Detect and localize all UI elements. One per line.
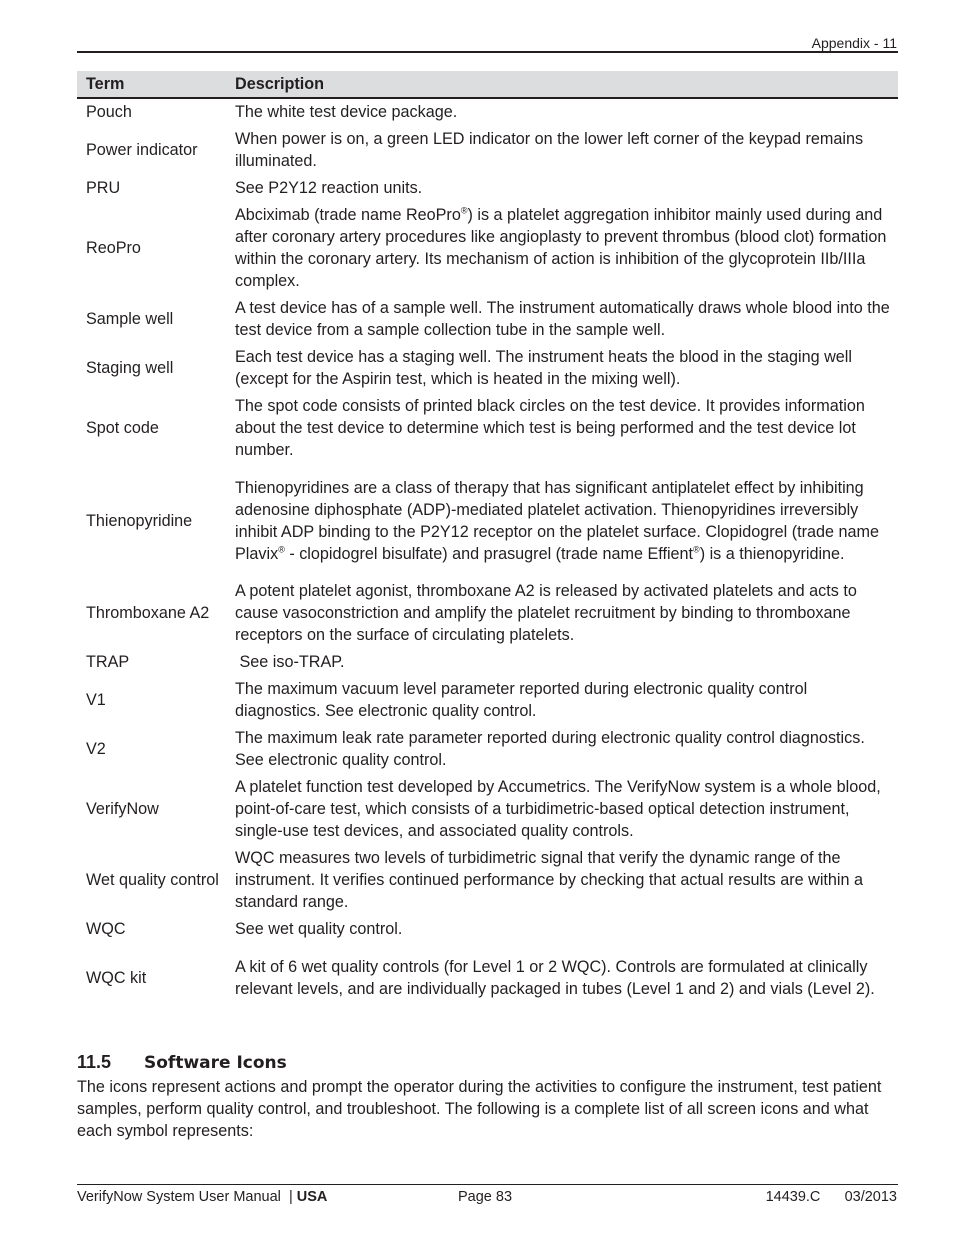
table-row	[77, 943, 898, 1013]
description-cell: WQC measures two levels of turbidimetric signal that verify the dynamic range of the instrument. It verifies continued performance by checking that actual results are within a standard range.	[235, 849, 864, 911]
term-cell: Sample well	[86, 310, 174, 328]
term-cell: Thienopyridine	[86, 511, 193, 530]
table-row	[77, 202, 898, 295]
term-cell: Thromboxane A2	[86, 604, 210, 622]
description-cell: The maximum leak rate parameter reported during electronic quality control diagnostics. See electronic quality control.	[235, 729, 865, 769]
section-intro-paragraph: The icons represent actions and prompt the operator during the activities to configure the instrument, test patient samples, perform quality control, and troubleshoot. The following is a complete list of all screen icons and what each symbol represents:	[77, 1078, 882, 1140]
term-cell: PRU	[86, 179, 121, 197]
footer-region: USA	[296, 1189, 328, 1205]
table-row	[77, 126, 898, 175]
table-header-row	[77, 71, 898, 98]
footer-manual-title	[77, 1189, 327, 1205]
term-cell: Power indicator	[86, 141, 198, 159]
description-cell: A platelet function test developed by Accumetrics. The VerifyNow system is a whole blood, point-of-care test, which consists of a turbidimetric-based optical detection instrument, single-use test devices, and associated quality controls.	[235, 778, 881, 840]
table-row	[77, 774, 898, 845]
footer-doc-info	[766, 1189, 897, 1205]
footer-rule	[77, 1184, 898, 1185]
term-cell: Spot code	[86, 419, 159, 437]
description-cell: Each test device has a staging well. The instrument heats the blood in the staging well (except for the Aspirin test, which is heated in the mixing well).	[235, 348, 852, 388]
table-row	[77, 295, 898, 344]
term-cell: Staging well	[86, 359, 174, 377]
table-row	[77, 98, 898, 126]
description-column-header: Description	[226, 71, 898, 98]
section-title: Software Icons	[144, 1053, 287, 1073]
table-row	[77, 393, 898, 464]
table-row	[77, 676, 898, 725]
term-cell: V1	[86, 691, 106, 709]
glossary-table	[77, 71, 898, 1013]
footer-page-number: Page 83	[458, 1189, 513, 1205]
footer-separator: |	[288, 1189, 293, 1205]
term-column-header: Term	[77, 71, 226, 98]
term-cell: V2	[86, 740, 106, 758]
table-row	[77, 578, 898, 649]
description-cell: A kit of 6 wet quality controls (for Level 1 or 2 WQC). Controls are formulated at clinically relevant levels, and are individually packaged in tubes (Level 1 and 2) and vials (Level 2).	[235, 957, 875, 998]
description-cell: See wet quality control.	[235, 920, 403, 938]
description-cell: A test device has of a sample well. The instrument automatically draws whole blood into the test device from a sample collection tube in the sample well.	[235, 299, 890, 339]
description-cell: See iso-TRAP.	[235, 653, 345, 671]
description-cell: When power is on, a green LED indicator on the lower left corner of the keypad remains illuminated.	[235, 130, 864, 170]
section-heading	[77, 1052, 287, 1073]
table-row	[77, 175, 898, 202]
term-cell: TRAP	[86, 653, 130, 671]
table-row	[77, 464, 898, 578]
table-row	[77, 725, 898, 774]
term-cell: WQC	[86, 920, 126, 938]
footer-date: 03/2013	[844, 1189, 897, 1205]
table-row	[77, 916, 898, 943]
description-cell: The spot code consists of printed black circles on the test device. It provides information about the test device to determine which test is being performed and the test device lot number.	[235, 397, 865, 459]
table-row	[77, 845, 898, 916]
term-cell: Pouch	[86, 103, 132, 121]
footer-manual-name: VerifyNow System User Manual	[77, 1189, 281, 1205]
term-cell: ReoPro	[86, 239, 141, 257]
footer-doc-id: 14439.C	[765, 1189, 821, 1205]
section-number: 11.5	[77, 1052, 112, 1072]
description-cell: Abciximab (trade name ReoPro®) is a platelet aggregation inhibitor mainly used during and after coronary artery procedures like angioplasty to prevent thrombus (blood clot) formation within the coronary artery. Its mechanism of action is inhibition of the glycoprotein IIb/IIIa complex.	[235, 205, 887, 290]
running-header: Appendix - 11	[811, 35, 897, 51]
description-cell: A potent platelet agonist, thromboxane A2 is released by activated platelets and acts to cause vasoconstriction and amplify the platelet recruitment by binding to thromboxane receptors on the surface of circulating platelets.	[235, 582, 857, 644]
term-cell: VerifyNow	[86, 800, 159, 818]
description-cell: The maximum vacuum level parameter reported during electronic quality control diagnostics. See electronic quality control.	[235, 680, 808, 720]
table-row	[77, 344, 898, 393]
table-row	[77, 649, 898, 676]
description-cell: See P2Y12 reaction units.	[235, 179, 423, 197]
term-cell: Wet quality control	[86, 871, 219, 889]
description-cell: Thienopyridines are a class of therapy that has significant antiplatelet effect by inhibiting adenosine diphosphate (ADP)-mediated platelet activation. Thienopyridines irreversibly inhibit ADP binding to the P2Y12 receptor on the platelet surface. Clopidogrel (trade name Plavix® - clopidogrel bisulfate) and prasugrel (trade name Effient®) is a thienopyridine.	[235, 478, 880, 563]
description-cell: The white test device package.	[235, 103, 458, 121]
term-cell: WQC kit	[86, 968, 147, 987]
header-rule	[77, 51, 898, 53]
